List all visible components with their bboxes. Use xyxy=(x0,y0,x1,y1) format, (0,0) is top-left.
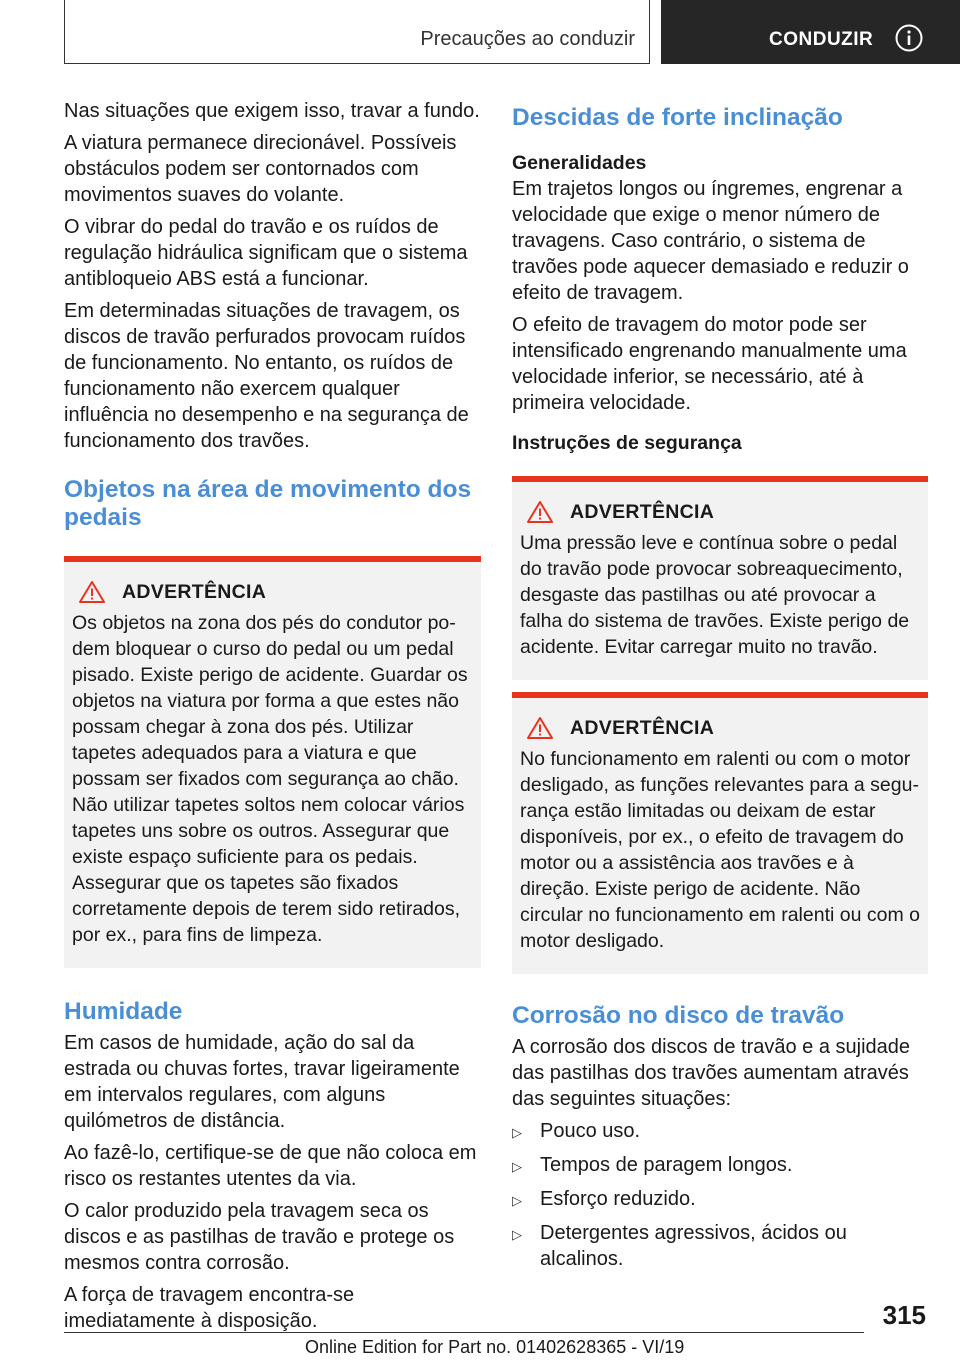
footer-edition: Online Edition for Part no. 01402628365 - VI/19 xyxy=(305,1337,685,1357)
warning-box xyxy=(512,476,928,680)
left-column xyxy=(64,98,481,1340)
list-item-text: Esforço reduzido. xyxy=(540,1188,696,1210)
list-item xyxy=(512,1220,928,1272)
subheading-safety: Instruções de segurança xyxy=(512,432,742,454)
warning-box xyxy=(512,692,928,974)
paragraph: Em determinadas situações de travagem, os discos de travão perfurados provocam ruídos de funcionamento. No entanto, os ruídos de funcionamento não exercem qualquer influência no desempenho e na segurança de funcionamento dos travões. xyxy=(64,300,469,452)
triangle-bullet-icon: ▷ xyxy=(512,1227,522,1242)
list-item xyxy=(512,1186,928,1214)
right-column xyxy=(512,98,928,1278)
paragraph: A força de travagem encontra-se imediatamente à disposição. xyxy=(64,1284,355,1332)
header-chapter-box xyxy=(661,0,960,64)
heading-steep-descents: Descidas de forte inclinação xyxy=(512,104,843,131)
list-item xyxy=(512,1152,928,1180)
paragraph: A viatura permanece direcionável. Possíveis obstáculos podem ser contornados com movimentos suaves do volante. xyxy=(64,132,457,206)
triangle-bullet-icon: ▷ xyxy=(512,1193,522,1208)
subheading-general: Generalidades xyxy=(512,152,647,174)
heading-brake-disc-corrosion: Corrosão no disco de travão xyxy=(512,1002,845,1029)
warning-triangle-icon xyxy=(526,716,554,740)
triangle-bullet-icon: ▷ xyxy=(512,1159,522,1174)
info-circle-icon xyxy=(894,23,924,53)
paragraph: O vibrar do pedal do travão e os ruídos de regulação hidráulica significam que o sistema antibloqueio ABS está a funcionar. xyxy=(64,216,468,290)
warning-text: Uma pressão leve e contínua sobre o pedal do travão pode provocar sobreaquecimento, desgaste das pastilhas ou até provocar a falha do sistema de travões. Existe perigo de acidente. Evitar carregar muito no travão. xyxy=(520,532,910,658)
triangle-bullet-icon: ▷ xyxy=(512,1125,522,1140)
heading-humidity: Humidade xyxy=(64,998,183,1025)
list-item xyxy=(512,1118,928,1146)
chapter-title: CONDUZIR xyxy=(769,29,874,50)
section-title: Precauções ao conduzir xyxy=(420,28,635,50)
list-item-text: Detergentes agressivos, ácidos ou alcalinos. xyxy=(540,1222,847,1270)
warning-triangle-icon xyxy=(78,580,106,604)
warning-text: Os objetos na zona dos pés do condutor podem bloquear o curso do pedal ou um pedal pisado. Existe perigo de acidente. Guardar os objetos na viatura por forma a que estes não possam chegar à zona dos pés. Utilizar tapetes adequados para a viatura e que possam ser fixados com segurança ao chão. Não utilizar tapetes soltos nem colocar vários tapetes uns sobre os outros. Assegurar que existe espaço suficiente para os pedais. Assegurar que os tapetes são fixados corretamente depois de terem sido retirados, por ex., para fins de limpeza. xyxy=(72,612,468,946)
warning-title: ADVERTÊNCIA xyxy=(570,716,715,739)
list-item-text: Tempos de paragem longos. xyxy=(540,1154,793,1176)
warning-title: ADVERTÊNCIA xyxy=(570,500,715,523)
warning-triangle-icon xyxy=(526,500,554,524)
warning-header xyxy=(520,714,920,742)
footer-divider xyxy=(64,1332,864,1333)
paragraph: O calor produzido pela travagem seca os discos e as pastilhas de travão e protege os mesmos contra corrosão. xyxy=(64,1200,455,1274)
bullet-list xyxy=(512,1118,928,1272)
paragraph: A corrosão dos discos de travão e a sujidade das pastilhas dos travões aumentam através das seguintes situações: xyxy=(512,1036,911,1110)
paragraph: Em trajetos longos ou íngremes, engrenar a velocidade que exige o menor número de travagens. Caso contrário, o sistema de travões pode aquecer demasiado e reduzir o efeito de travagem. xyxy=(512,178,909,304)
warning-header xyxy=(72,578,473,606)
warning-box xyxy=(64,556,481,968)
paragraph: Ao fazê-lo, certifique-se de que não coloca em risco os restantes utentes da via. xyxy=(64,1142,477,1190)
page-number: 315 xyxy=(882,1300,926,1330)
paragraph: Em casos de humidade, ação do sal da estrada ou chuvas fortes, travar ligeiramente em intervalos regulares, com alguns quilómetros de distância. xyxy=(64,1032,460,1132)
paragraph: Nas situações que exigem isso, travar a fundo. xyxy=(64,100,480,122)
warning-title: ADVERTÊNCIA xyxy=(122,580,267,603)
list-item-text: Pouco uso. xyxy=(540,1120,641,1142)
paragraph: O efeito de travagem do motor pode ser intensificado engrenando manualmente uma velocidade inferior, se necessário, até à primeira velocidade. xyxy=(512,314,907,414)
heading-objects-pedal-area: Objetos na área de movimento dos pedais xyxy=(64,476,472,531)
header-section-box xyxy=(64,0,650,64)
warning-header xyxy=(520,498,920,526)
warning-text: No funcionamento em ralenti ou com o motor desligado, as funções relevantes para a segurança estão limitadas ou deixam de estar disponíveis, por ex., o efeito de travagem do motor ou a assistência aos travões e à direção. Existe perigo de acidente. Não circular no funcionamento em ralenti ou com o motor desligado. xyxy=(520,748,920,952)
